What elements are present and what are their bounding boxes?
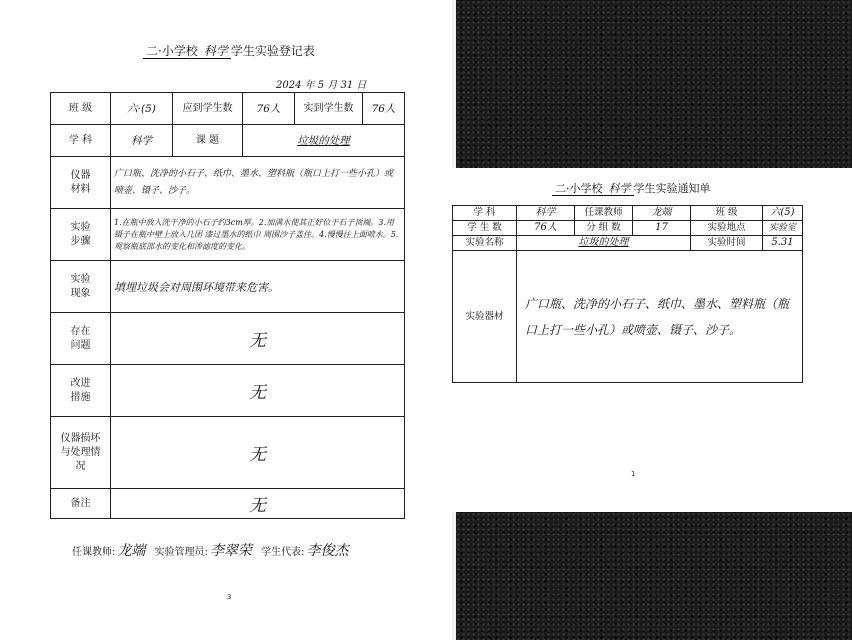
class-value: 六·(5): [111, 93, 173, 125]
phenomenon-value: 填埋垃圾会对周围环境带来危害。: [111, 261, 405, 313]
topic-value: 垃圾的处理: [243, 125, 405, 157]
problems-value: 无: [111, 313, 405, 365]
registration-page-number: 3: [227, 593, 232, 601]
equipment-value: 广口瓶、洗净的小石子、纸巾、墨水、塑料瓶（瓶口上打一些小孔）或喷壶、镊子、沙子。: [111, 157, 405, 209]
notice-class-value: 六(5): [763, 206, 803, 221]
notice-place-label: 实验地点: [691, 221, 763, 236]
expected-students-label: 应到学生数: [173, 93, 243, 125]
scan-background-bottom: [456, 512, 852, 640]
improve-label-text: 改进措施: [70, 377, 91, 403]
equipment-label: [51, 157, 111, 209]
phenomenon-label: [51, 261, 111, 313]
notice-groups-value: 17: [633, 221, 691, 236]
damage-label-text: 仪器损坏与处理情况: [60, 432, 101, 472]
registration-title-suffix: 学生实验登记表: [230, 44, 315, 58]
notice-time-value: 5.31: [763, 236, 803, 251]
registration-title-school: 二·小学校: [143, 44, 201, 59]
registration-table: [50, 92, 405, 519]
notice-page-number: 1: [631, 470, 636, 478]
notice-table: [452, 205, 803, 383]
registration-title-subject: 科学: [201, 44, 231, 59]
notice-equipment-value: 广口瓶、洗净的小石子、纸巾、墨水、塑料瓶（瓶口上打一些小孔）或喷壶、镊子、沙子。: [517, 251, 803, 383]
notice-equipment-label: 实验器材: [453, 251, 517, 383]
actual-students-value: 76人: [363, 93, 405, 125]
notice-title-suffix: 学生实验通知单: [633, 182, 711, 195]
notice-place-value: 实验室: [763, 221, 803, 236]
steps-value: 1.在瓶中放入洗干净的小石子约3cm厚。2.加满水使其正好位于石子顶端。3.用镊子在瓶中壁上放入几团 漆过墨水的纸巾 周围沙子盖住。4.慢慢往上面喷水。5.观察瓶底部水的变化和渗滤度的变化。: [111, 209, 405, 261]
notice-title-school: 二·小学校: [552, 182, 606, 196]
teacher-signature: 龙端: [117, 543, 146, 559]
notice-subject-value: 科学: [517, 206, 575, 221]
notice-title: [552, 180, 711, 196]
notice-students-value: 76人: [517, 221, 575, 236]
notice-time-label: 实验时间: [691, 236, 763, 251]
registration-title: [143, 42, 315, 59]
expected-students-value: 76人: [243, 93, 295, 125]
topic-label: 课 题: [173, 125, 243, 157]
steps-label: [51, 209, 111, 261]
improve-label: [51, 365, 111, 417]
equipment-label-text: 仪器材料: [70, 169, 91, 195]
notice-name-label: 实验名称: [453, 236, 517, 251]
improve-value: 无: [111, 365, 405, 417]
notice-subject-label: 学 科: [453, 206, 517, 221]
steps-label-text: 实验步骤: [70, 221, 91, 247]
notice-teacher-value: 龙端: [633, 206, 691, 221]
notice-groups-label: 分 组 数: [575, 221, 633, 236]
phenomenon-label-text: 实验现象: [70, 273, 91, 299]
notes-label: 备注: [51, 489, 111, 519]
notes-value: 无: [111, 489, 405, 519]
subject-label: 学 科: [51, 125, 111, 157]
class-label: 班 级: [51, 93, 111, 125]
damage-value: 无: [111, 417, 405, 489]
manager-signature: 李翠荣: [209, 543, 252, 559]
notice-students-label: 学 生 数: [453, 221, 517, 236]
manager-label: 实验管理员:: [154, 547, 208, 558]
subject-value: 科学: [111, 125, 173, 157]
problems-label-text: 存在问题: [70, 325, 91, 351]
actual-students-label: 实到学生数: [295, 93, 363, 125]
damage-label: [51, 417, 111, 489]
student-signature: 李俊杰: [306, 543, 349, 559]
student-label: 学生代表:: [261, 547, 305, 558]
notice-teacher-label: 任课教师: [575, 206, 633, 221]
registration-date: 2024 年 5 月 31 日: [276, 80, 367, 91]
notice-title-subject: 科学: [606, 182, 634, 196]
problems-label: [51, 313, 111, 365]
teacher-label: 任课教师:: [72, 547, 116, 558]
signature-row: [72, 540, 355, 560]
notice-class-label: 班 级: [691, 206, 763, 221]
notice-name-value: 垃圾的处理: [517, 236, 691, 251]
scan-background-top: [456, 0, 852, 168]
